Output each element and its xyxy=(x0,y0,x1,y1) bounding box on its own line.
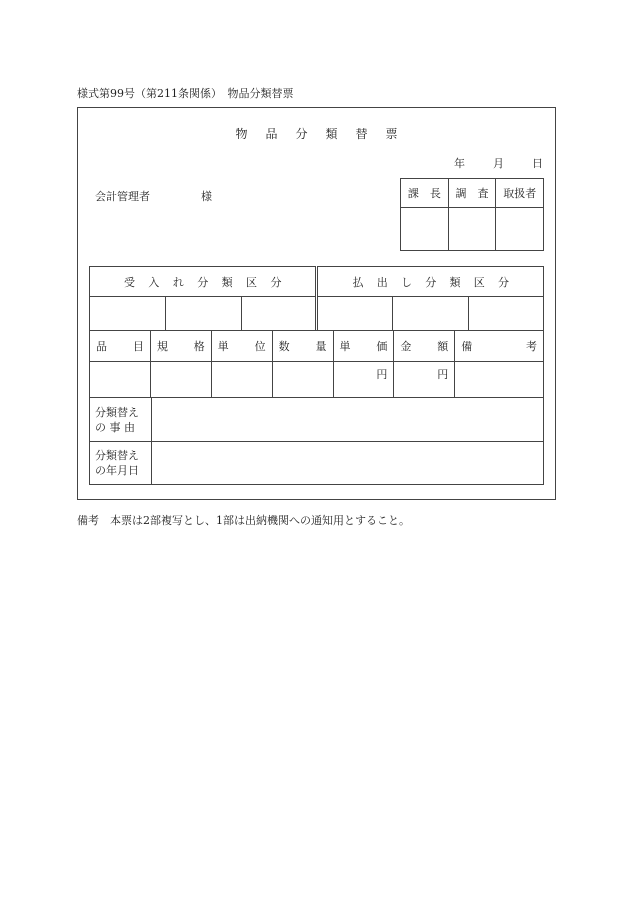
audit-seal-cell[interactable] xyxy=(448,208,496,251)
year-label: 年 xyxy=(454,157,465,170)
unit-header xyxy=(211,331,272,362)
header-char: 分 xyxy=(270,275,282,289)
yen-unit: 円 xyxy=(376,368,388,381)
header-char: 価 xyxy=(376,340,388,353)
honorific-label: 様 xyxy=(201,190,212,203)
notes-header xyxy=(455,331,544,362)
notes-cell[interactable] xyxy=(455,362,544,398)
item-name-cell[interactable] xyxy=(90,362,151,398)
header-char: し xyxy=(400,275,412,289)
yen-unit: 円 xyxy=(437,368,449,381)
header-char: 規 xyxy=(156,340,168,353)
amount-cell[interactable] xyxy=(394,362,455,398)
label-line: 分類替え xyxy=(95,405,139,419)
date-change-label xyxy=(90,442,152,485)
title-char: 類 xyxy=(325,127,338,141)
header-char: 額 xyxy=(437,340,449,353)
date-line xyxy=(454,155,543,171)
header-char: 分 xyxy=(425,275,437,289)
title-char: 物 xyxy=(235,127,248,141)
header-char: 金 xyxy=(400,340,412,353)
header-char: 位 xyxy=(254,340,266,353)
items-table xyxy=(89,330,544,398)
header-char: 数 xyxy=(278,340,290,353)
audit-header: 調 査 xyxy=(448,179,496,208)
title-char: 品 xyxy=(265,127,278,141)
header-char: 目 xyxy=(132,340,144,353)
header-char: 区 xyxy=(473,275,485,289)
issue-class-cell[interactable] xyxy=(393,297,469,331)
approval-table xyxy=(400,178,544,251)
receive-class-cell[interactable] xyxy=(165,297,241,331)
quantity-cell[interactable] xyxy=(272,362,333,398)
receive-class-cell[interactable] xyxy=(90,297,166,331)
spec-cell[interactable] xyxy=(150,362,211,398)
handler-header: 取扱者 xyxy=(496,179,544,208)
header-char: 入 xyxy=(148,275,160,289)
form-caption: 様式第99号（第211条関係） 物品分類替票 xyxy=(77,87,294,100)
unit-cell[interactable] xyxy=(211,362,272,398)
receive-class-cell[interactable] xyxy=(241,297,317,331)
chief-header: 課 長 xyxy=(401,179,449,208)
quantity-header xyxy=(272,331,333,362)
header-char: 量 xyxy=(315,340,327,353)
form-title xyxy=(77,125,556,142)
label-line: 分類替え xyxy=(95,449,139,462)
footnote-remark: 備考 本票は2部複写とし、1部は出納機関への通知用とすること。 xyxy=(77,514,410,527)
reason-cell[interactable] xyxy=(152,398,544,442)
date-change-cell[interactable] xyxy=(152,442,544,485)
receive-classification-header xyxy=(90,267,317,297)
header-char: 類 xyxy=(449,275,461,289)
label-line: の年月日 xyxy=(95,464,139,477)
unit-price-header xyxy=(333,331,394,362)
header-char: 分 xyxy=(197,275,209,289)
spec-header xyxy=(150,331,211,362)
label-line: の 事 由 xyxy=(95,420,135,434)
header-char: 品 xyxy=(96,340,107,353)
issue-class-cell[interactable] xyxy=(317,297,393,331)
chief-seal-cell[interactable] xyxy=(401,208,449,251)
header-char: 分 xyxy=(497,275,509,289)
day-label: 日 xyxy=(532,157,543,170)
header-char: 区 xyxy=(246,275,258,289)
item-name-header xyxy=(90,331,151,362)
header-char: 類 xyxy=(221,275,233,289)
header-char: 出 xyxy=(376,275,388,289)
header-char: 払 xyxy=(352,275,364,289)
accountant-label: 会計管理者 xyxy=(95,190,150,203)
handler-seal-cell[interactable] xyxy=(496,208,544,251)
month-label: 月 xyxy=(493,157,504,170)
classification-table xyxy=(89,266,544,331)
reason-table xyxy=(89,397,544,485)
header-char: 備 xyxy=(461,340,473,353)
header-char: 単 xyxy=(339,340,351,353)
header-char: 受 xyxy=(124,275,135,289)
header-char: 考 xyxy=(526,340,537,353)
header-char: 単 xyxy=(217,340,229,353)
reason-label xyxy=(90,398,152,442)
issue-class-cell[interactable] xyxy=(469,297,544,331)
issue-classification-header xyxy=(317,267,544,297)
unit-price-cell[interactable] xyxy=(333,362,394,398)
header-char: れ xyxy=(172,275,184,289)
title-char: 票 xyxy=(385,127,398,141)
title-char: 分 xyxy=(295,127,308,141)
title-char: 替 xyxy=(355,127,368,141)
header-char: 格 xyxy=(193,340,205,353)
amount-header xyxy=(394,331,455,362)
